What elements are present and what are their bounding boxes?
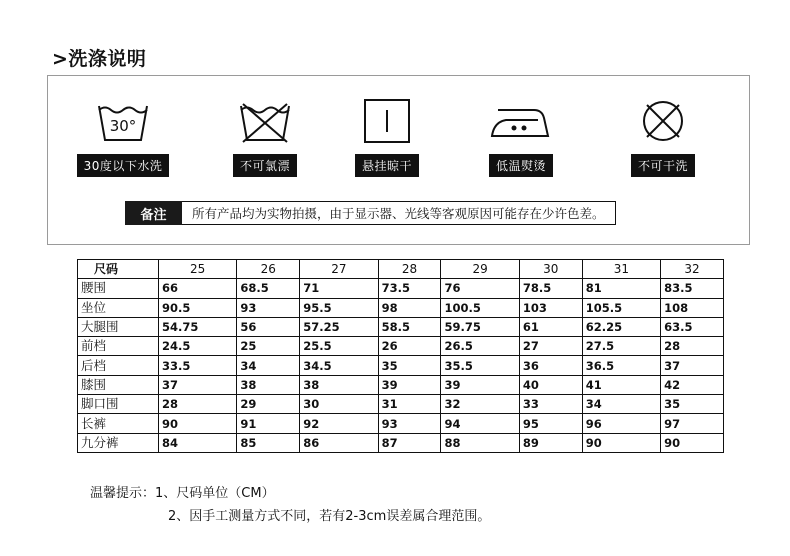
table-cell: 84: [159, 433, 237, 452]
table-cell: 29: [237, 395, 300, 414]
table-cell: 35: [661, 395, 724, 414]
care-label-iron: 低温熨烫: [489, 154, 553, 177]
table-cell: 95.5: [300, 298, 378, 317]
table-cell: 28: [661, 337, 724, 356]
table-row: [78, 356, 724, 375]
size-table: [77, 259, 724, 453]
table-cell: 86: [300, 433, 378, 452]
table-cell: 34: [582, 395, 660, 414]
table-cell: 33: [519, 395, 582, 414]
tips-block: [90, 482, 490, 528]
size-header-label: 尺码: [78, 260, 159, 279]
note-row: [125, 201, 616, 225]
table-cell: 95: [519, 414, 582, 433]
table-cell: 39: [378, 375, 441, 394]
table-cell: 24.5: [159, 337, 237, 356]
table-cell: 36: [519, 356, 582, 375]
table-cell: 27.5: [582, 337, 660, 356]
note-tag: 备注: [125, 201, 182, 225]
care-item-no-bleach: [210, 96, 320, 177]
table-cell: 83.5: [661, 279, 724, 298]
size-header-cell: 28: [378, 260, 441, 279]
size-header-cell: 32: [661, 260, 724, 279]
table-cell: 68.5: [237, 279, 300, 298]
table-cell: 91: [237, 414, 300, 433]
table-cell: 90: [661, 433, 724, 452]
table-cell: 63.5: [661, 317, 724, 336]
note-text: 所有产品均为实物拍摄，由于显示器、光线等客观原因可能存在少许色差。: [182, 201, 616, 225]
table-row: [78, 433, 724, 452]
table-cell: 33.5: [159, 356, 237, 375]
table-row: [78, 317, 724, 336]
tips-line-1: 温馨提示：1、尺码单位（CM）: [90, 486, 275, 501]
care-item-wash: [68, 96, 178, 177]
section-title: >洗涤说明: [52, 48, 147, 70]
table-cell: 27: [519, 337, 582, 356]
table-cell: 62.25: [582, 317, 660, 336]
table-row: [78, 414, 724, 433]
size-header-cell: 31: [582, 260, 660, 279]
table-row: [78, 395, 724, 414]
table-cell: 41: [582, 375, 660, 394]
table-cell: 25.5: [300, 337, 378, 356]
table-cell: 105.5: [582, 298, 660, 317]
table-cell: 59.75: [441, 317, 519, 336]
table-cell: 96: [582, 414, 660, 433]
table-cell: 31: [378, 395, 441, 414]
care-label-no-dry-clean: 不可干洗: [631, 154, 695, 177]
wash-30-icon: [93, 96, 153, 146]
table-cell: 35: [378, 356, 441, 375]
row-label: 大腿围: [78, 317, 159, 336]
table-cell: 38: [237, 375, 300, 394]
table-cell: 76: [441, 279, 519, 298]
table-cell: 88: [441, 433, 519, 452]
care-label-hang-dry: 悬挂晾干: [355, 154, 419, 177]
row-label: 长裤: [78, 414, 159, 433]
table-cell: 28: [159, 395, 237, 414]
table-row: [78, 279, 724, 298]
size-header-cell: 27: [300, 260, 378, 279]
table-row: [78, 298, 724, 317]
table-cell: 103: [519, 298, 582, 317]
table-cell: 78.5: [519, 279, 582, 298]
table-cell: 92: [300, 414, 378, 433]
care-item-iron: [466, 96, 576, 177]
row-label: 坐位: [78, 298, 159, 317]
row-label: 脚口围: [78, 395, 159, 414]
table-cell: 61: [519, 317, 582, 336]
table-cell: 34.5: [300, 356, 378, 375]
wash-temp-label: 30°: [109, 117, 137, 135]
table-cell: 57.25: [300, 317, 378, 336]
table-cell: 30: [300, 395, 378, 414]
table-cell: 81: [582, 279, 660, 298]
table-cell: 89: [519, 433, 582, 452]
row-label: 前档: [78, 337, 159, 356]
table-cell: 25: [237, 337, 300, 356]
size-table-header: [78, 260, 724, 279]
table-cell: 40: [519, 375, 582, 394]
table-cell: 58.5: [378, 317, 441, 336]
table-cell: 98: [378, 298, 441, 317]
size-header-cell: 29: [441, 260, 519, 279]
row-label: 腰围: [78, 279, 159, 298]
table-cell: 85: [237, 433, 300, 452]
table-cell: 93: [378, 414, 441, 433]
table-cell: 73.5: [378, 279, 441, 298]
care-item-no-dry-clean: [608, 96, 718, 177]
table-cell: 37: [661, 356, 724, 375]
size-header-cell: 26: [237, 260, 300, 279]
table-cell: 90: [159, 414, 237, 433]
table-cell: 37: [159, 375, 237, 394]
table-cell: 34: [237, 356, 300, 375]
table-cell: 97: [661, 414, 724, 433]
care-instructions-panel: [47, 75, 750, 245]
no-dry-clean-icon: [633, 96, 693, 146]
table-cell: 38: [300, 375, 378, 394]
table-cell: 56: [237, 317, 300, 336]
table-cell: 108: [661, 298, 724, 317]
table-cell: 100.5: [441, 298, 519, 317]
care-label-no-bleach: 不可氯漂: [233, 154, 297, 177]
table-row: [78, 375, 724, 394]
table-cell: 66: [159, 279, 237, 298]
hang-dry-icon: [357, 96, 417, 146]
table-cell: 71: [300, 279, 378, 298]
table-cell: 36.5: [582, 356, 660, 375]
row-label: 九分裤: [78, 433, 159, 452]
care-label-wash: 30度以下水洗: [77, 154, 170, 177]
table-cell: 35.5: [441, 356, 519, 375]
table-cell: 94: [441, 414, 519, 433]
table-row: [78, 337, 724, 356]
row-label: 后档: [78, 356, 159, 375]
care-item-hang-dry: [332, 96, 442, 177]
table-cell: 90.5: [159, 298, 237, 317]
table-cell: 26.5: [441, 337, 519, 356]
tips-line-2: 2、因手工测量方式不同，若有2-3cm误差属合理范围。: [168, 509, 491, 524]
no-bleach-icon: [235, 96, 295, 146]
size-header-cell: 30: [519, 260, 582, 279]
table-cell: 90: [582, 433, 660, 452]
table-cell: 93: [237, 298, 300, 317]
size-header-cell: 25: [159, 260, 237, 279]
table-cell: 54.75: [159, 317, 237, 336]
table-cell: 32: [441, 395, 519, 414]
table-cell: 42: [661, 375, 724, 394]
table-cell: 87: [378, 433, 441, 452]
row-label: 膝围: [78, 375, 159, 394]
table-cell: 26: [378, 337, 441, 356]
table-cell: 39: [441, 375, 519, 394]
iron-low-icon: [486, 96, 556, 146]
